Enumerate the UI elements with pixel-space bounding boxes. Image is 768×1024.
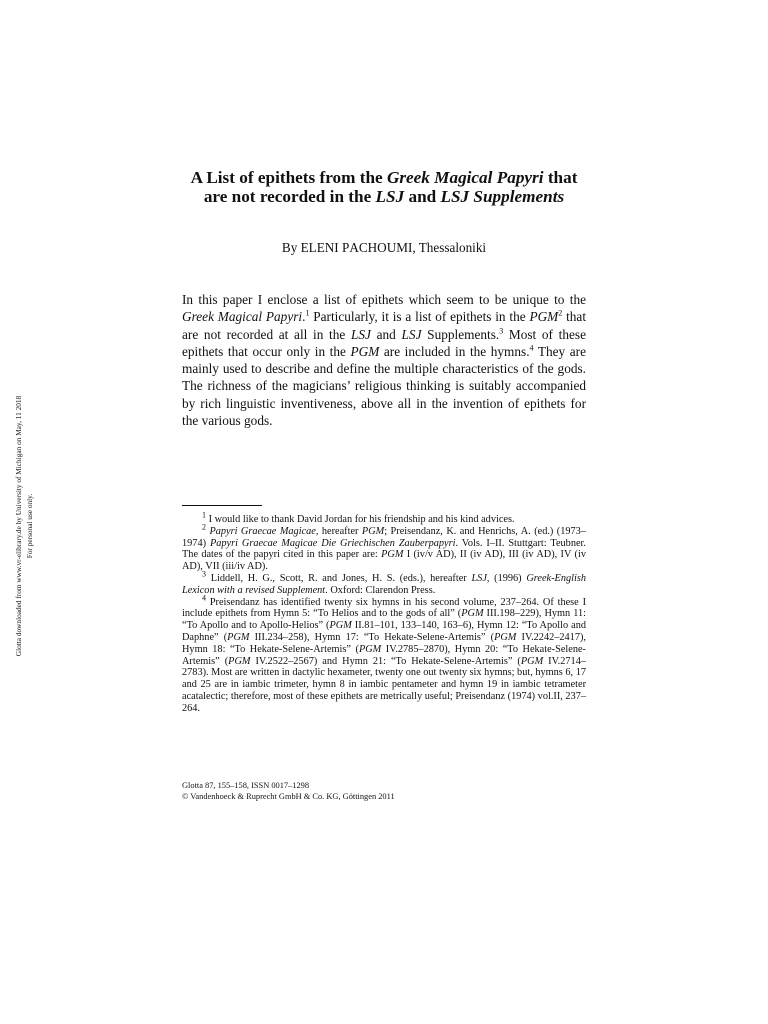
footnote-3: $^3$ Liddell, H. G., Scott, R. and Jones, H. S. (eds.), hereafter LSJ, (1996) Greek-English Lexicon with a revised Supplement. Oxford: Clarendon Press. (182, 569, 586, 596)
footnote-4: $^4$ Preisendanz has identified twenty six hymns in his second volume, 237–264. Of these I include epithets from Hymn 5: “To Helios and to the gods of all” (PGM III.198–229), Hymn 11: “To Apollo and to Apollo-Helios” (PGM II.81–101, 133–140, 163–6), Hymn 12: “To Apollo and Daphne” (PGM III.234–258), Hymn 17: “To Hekate-Selene-Artemis” (PGM IV.2242–2417), Hymn 18: “To Hekate-Selene-Artemis” (PGM IV.2785–2870), Hymn 20: “To Hekate-Selene-Artemis” (PGM IV.2522–2567) and Hymn 21: “To Hekate-Selene-Artemis” (PGM IV.2714–2783). Most are written in dactylic hexameter, twenty one out twenty six hymns; but, hymns 6, 17 and 25 are in iambic trimeter, hymn 8 in iambic pentameter and hymn 19 in iambic tetrameter acatalectic; therefore, most of these epithets are metrically useful; Preisendanz (1974) vol.II, 237–264. (182, 593, 586, 714)
body-paragraph: In this paper I enclose a list of epithets which seem to be unique to the Greek Magical Papyri.$^1$ Particularly, it is a list of epithets in the PGM$^2$ that are not recorded at all in the LSJ and LSJ Supplements.$^3$ Most of these epithets that occur only in the PGM are included in the hymns.$^4$ They are mainly used to describe and define the multiple characteristics of the gods. The richness of the magicians’ religious thinking is suitably accompanied by rich linguistic inventiveness, above all in the invention of epithets for the various gods. (182, 292, 587, 429)
journal-imprint (182, 781, 586, 802)
footnote-divider (182, 505, 262, 506)
footnote-ref-3: 3 (499, 326, 504, 336)
footnote-2: $^2$ Papyri Graecae Magicae, hereafter PGM; Preisendanz, K. and Henrichs, A. (ed.) (1973–1974) Papyri Graecae Magicae Die Griechischen Zauberpapyri. Vols. I–II. Stuttgart: Teubner. The dates of the papyri cited in this paper are: PGM I (iv/v AD), II (iv AD), III (iv AD), IV (iv AD), VII (iii/iv AD). (182, 522, 586, 573)
footnote-1: $^1$ I would like to thank David Jordan for his friendship and his kind advices. (202, 510, 515, 525)
footnotes (182, 510, 586, 715)
paper-title: A List of epithets from the Greek Magical Papyri that are not recorded in the LSJ and LSJ Supplements (190, 168, 578, 206)
copyright-line: © Vandenhoeck & Ruprecht GmbH & Co. KG, Göttingen 2011 (182, 791, 395, 801)
footnote-ref-4: 4 (529, 343, 534, 353)
journal-citation: Glotta 87, 155–158, ISSN 0017–1298 (182, 781, 310, 790)
watermark-line-1: Glotta downloaded from www.vr-elibrary.de by University of Michigan on May, 11 2018 (14, 395, 23, 657)
download-watermark (13, 356, 34, 696)
footnote-ref-1: 1 (305, 308, 310, 318)
author-byline: By ELENI PACHOUMI, Thessaloniki (281, 240, 487, 255)
footnote-ref-2: 2 (558, 308, 563, 318)
watermark-line-2: For personal use only. (25, 493, 34, 559)
